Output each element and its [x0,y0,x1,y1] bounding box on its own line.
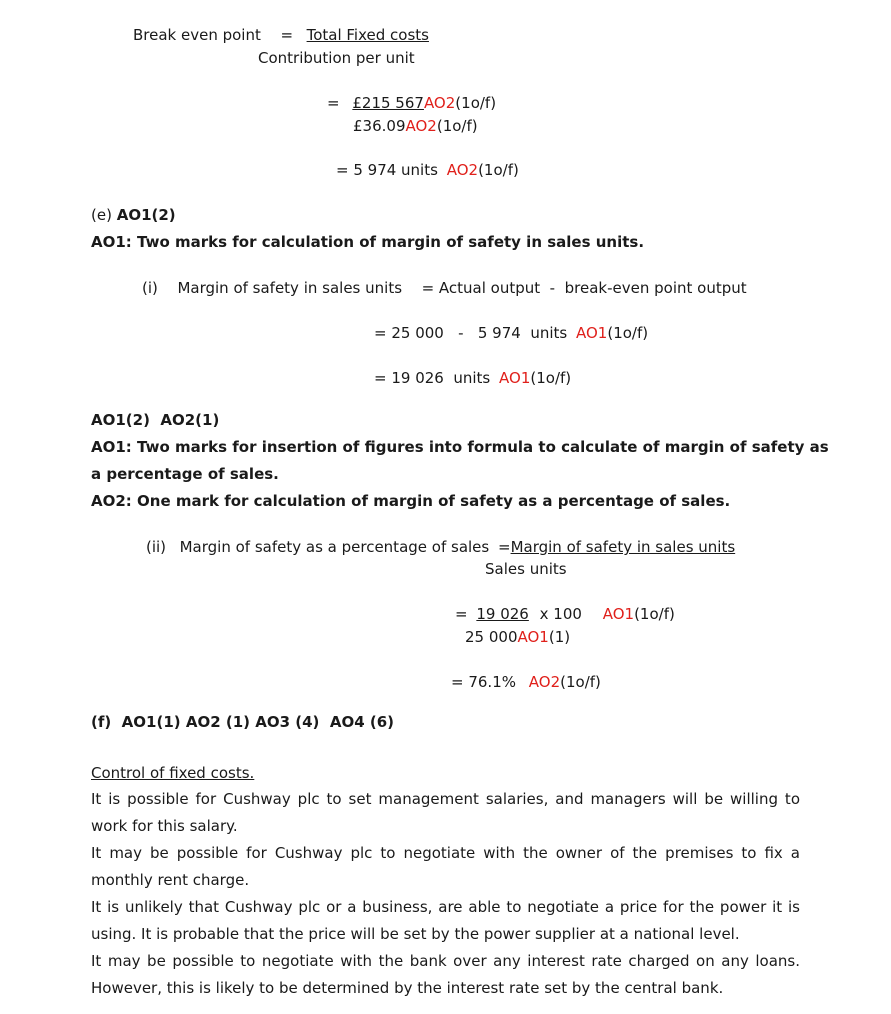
e-ii-guidance2: AO2: One mark for calculation of margin of safety as a percentage of sales. [91,492,731,510]
e-i-formula: = Actual output - break-even point output [421,279,747,297]
breakeven-result-tail: (1o/f) [478,161,519,179]
e-ii-step-tail: (1o/f) [634,605,675,623]
f-paragraph-1: It is possible for Cushway plc to set management salaries, and managers will be willing to work for this salary. [91,790,800,835]
e-ii-step-mark: AO1 [602,605,635,623]
e-ii-step-den: 25 000 [465,628,518,646]
e-heading [91,205,176,225]
e-ii-text: Margin of safety as a percentage of sales [179,538,490,556]
e-guidance: AO1: Two marks for calculation of margin of safety in sales units. [91,233,645,251]
e-ii-marks: AO1(2) AO2(1) [91,411,220,429]
e-ii-guidance1: AO1: Two marks for insertion of figures into formula to calculate of margin of safety as [91,438,829,456]
breakeven-numerator: Total Fixed costs [306,26,429,44]
breakeven-denominator: Contribution per unit [258,49,415,67]
e-i-line [142,278,747,298]
breakeven-label-line [133,25,429,45]
breakeven-step1-den: £36.09 [353,117,406,135]
e-i-step1: = 25 000 - 5 974 units [374,324,568,342]
e-heading-marks: AO1(2) [116,206,176,224]
e-ii-label: (ii) [146,538,167,556]
e-i-label: (i) [142,279,158,297]
breakeven-step1-eq: = [327,94,340,112]
e-i-step2-tail: (1o/f) [530,369,572,387]
e-i-step1-line [374,323,648,343]
e-ii-denominator: Sales units [485,560,567,578]
e-ii-step-line [455,604,675,624]
breakeven-step1-denominator-line [353,116,478,136]
e-ii-result-tail: (1o/f) [560,673,601,691]
e-i-text: Margin of safety in sales units [177,279,403,297]
breakeven-result-mark: AO2 [446,161,479,179]
e-i-step1-tail: (1o/f) [607,324,649,342]
e-heading-prefix: (e) [91,206,112,224]
e-ii-result: = 76.1% [451,673,516,691]
e-ii-guidance1b: a percentage of sales. [91,465,279,483]
f-heading: (f) AO1(1) AO2 (1) AO3 (4) AO4 (6) [91,713,395,731]
e-i-step1-mark: AO1 [575,324,608,342]
breakeven-step1-den-tail: (1o/f) [436,117,478,135]
f-paragraph-3: It is unlikely that Cushway plc or a business, are able to negotiate a price for the power it is using. It is probable that the price will be set by the power supplier at a national level. [91,898,800,943]
e-i-step2: = 19 026 units [374,369,491,387]
e-ii-result-mark: AO2 [528,673,561,691]
e-ii-step-times: x 100 [539,605,582,623]
breakeven-result: = 5 974 units [336,161,438,179]
e-i-step2-mark: AO1 [499,369,531,387]
e-ii-numerator: Margin of safety in sales units [510,538,736,556]
breakeven-step1-numerator-line [327,93,496,113]
f-body [91,786,800,1002]
e-ii-step-eq: = [455,605,468,623]
e-ii-eq: = [498,538,511,556]
e-ii-result-line [451,672,601,692]
e-i-step2-line [374,368,571,388]
breakeven-result-line [336,160,519,180]
breakeven-label: Break even point [133,26,261,44]
e-ii-step-den-line [465,627,570,647]
e-ii-step-den-tail: (1) [548,628,571,646]
breakeven-step1-num: £215 567 [352,94,424,112]
breakeven-eq: = [280,26,294,44]
breakeven-step1-num-mark: AO2 [423,94,456,112]
f-paragraph-2: It may be possible for Cushway plc to negotiate with the owner of the premises to fix a monthly rent charge. [91,844,800,889]
breakeven-step1-den-mark: AO2 [405,117,437,135]
e-ii-step-den-mark: AO1 [517,628,549,646]
e-ii-step-num: 19 026 [476,605,529,623]
breakeven-step1-num-tail: (1o/f) [455,94,497,112]
f-subheading: Control of fixed costs. [91,764,255,782]
f-paragraph-4: It may be possible to negotiate with the bank over any interest rate charged on any loans. However, this is likely to be determined by the interest rate set by the central bank. [91,952,800,997]
e-ii-line [146,537,735,557]
